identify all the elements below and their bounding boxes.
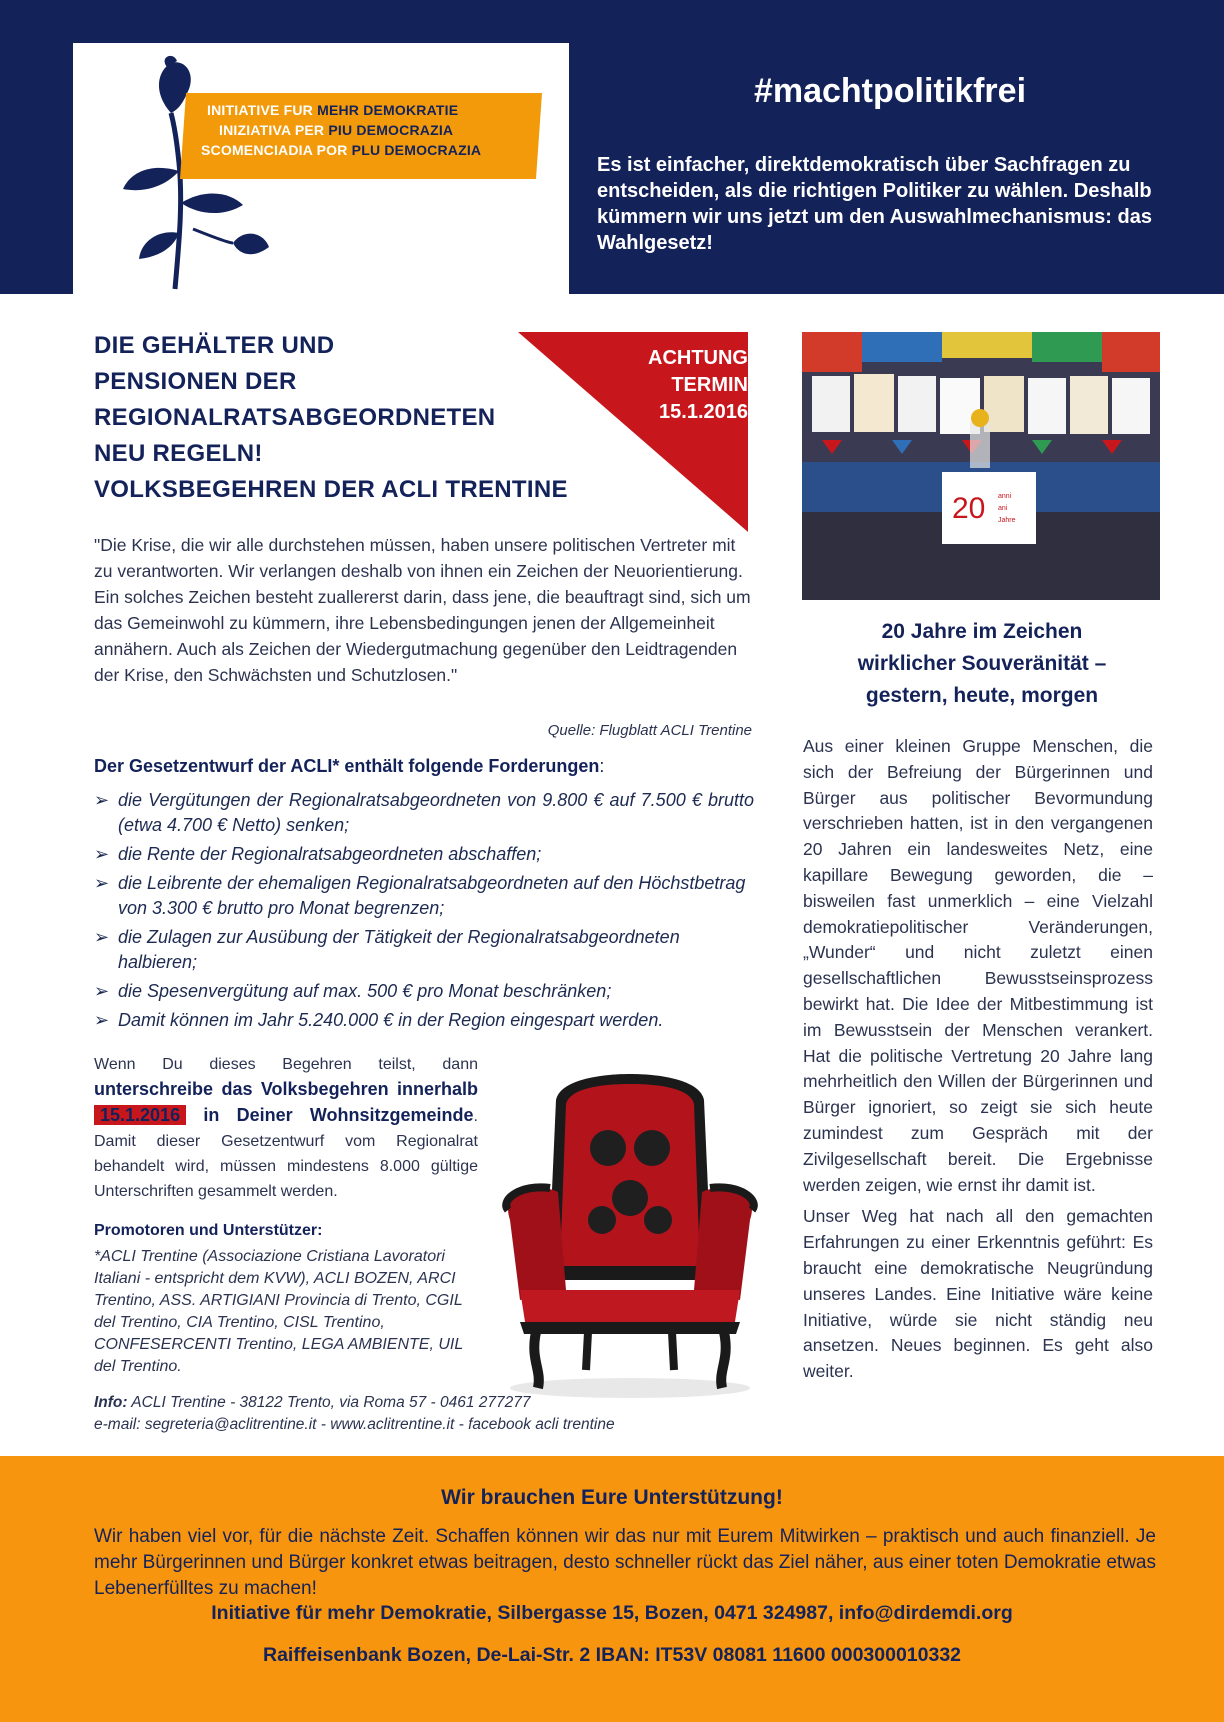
sign-rest: . Damit dieser Gesetzentwurf vom Regionalrat behandelt wird, müssen mindestens 8.000 gültige Unterschriften gesammelt werden. <box>94 1108 478 1200</box>
headline-line: REGIONALRATSABGEORDNETEN <box>94 404 496 431</box>
arrow-icon: ➢ <box>94 873 110 893</box>
arrow-icon: ➢ <box>94 844 110 864</box>
sidebar-paragraph: Aus einer kleinen Gruppe Menschen, die sich der Befreiung der Bürgerinnen und Bürger aus politischer Bevormundung verschrieben hatten, ist in den vergangenen 20 Jahren ein landesweites Netz, eine kapillare Bewegung geworden, die – bisweilen fast unmerklich – eine Vielzahl demokratiepolitischer Veränderungen, „Wunder“ und nicht zuletzt einen gesellschaftlichen Bewusstseinsprozess bewirkt hat. Die Idee der Mitbestimmung ist im Bewusstsein der Menschen verankert. Hat die politische Vertretung 20 Jahre lang mehrheitlich den Willen der Bürgerinnen und Bürger ignoriert, so zeigt sie sich heute zumindest zum Gespräch mit der Zivilgesellschaft bereit. Die Ergebnisse werden zeigen, wie ernst ihr damit ist. <box>803 736 1153 1195</box>
info-email-web: e-mail: segreteria@aclitrentine.it - www.aclitrentine.it - facebook acli trentine <box>94 1416 615 1433</box>
red-armchair-image <box>490 1070 770 1400</box>
sign-call <box>94 1052 478 1204</box>
headline-line: DIE GEHÄLTER UND <box>94 332 335 359</box>
list-item <box>94 842 754 867</box>
footer-bank: Raiffeisenbank Bozen, De-Lai-Str. 2 IBAN: IT53V 08081 11600 000300010332 <box>262 1644 962 1666</box>
sidebar-title-line: wirklicher Souveränität – <box>857 652 1107 675</box>
photo-sign-word: Jahre <box>998 517 1016 524</box>
header-intro: Es ist einfacher, direktdemokratisch über Sachfragen zu entscheiden, als die richtigen Politiker zu wählen. Deshalb kümmern wir uns jetzt um den Auswahlmechanismus: das Wahlgesetz! <box>597 154 1152 254</box>
hashtag-title: #machtpolitikfrei <box>753 72 1027 110</box>
photo-sign-number: 20 <box>952 492 986 525</box>
promoters-title: Promotoren und Unterstützer: <box>94 1222 323 1239</box>
arrow-icon: ➢ <box>94 790 110 810</box>
quote-paragraph: Ein solches Zeichen besteht zuallererst darin, dass jene, die beauftragt sind, sich um das Gemeinwohl zu kümmern, ihre Lebensbedingungen jenen der Allgemeinheit annähern. Auch als Zeichen der Wiedergutmachung gegenüber den Leidtragenden der Krise, den Schwächsten und Schutzlosen." <box>94 587 751 685</box>
list-item <box>94 1008 754 1033</box>
sidebar-title-line: gestern, heute, morgen <box>865 684 1099 707</box>
sign-bold: unterschreibe das Volksbegehren innerhalb <box>94 1079 478 1099</box>
list-item <box>94 925 754 975</box>
info-label: Info: <box>94 1394 128 1411</box>
footer-text: Wir haben viel vor, für die nächste Zeit. Schaffen können wir das nur mit Eurem Mitwirken – praktisch und auch finanziell. Je mehr Bürgerinnen und Bürger konkret etwas beitragen, desto schneller rückt das Ziel näher, aus einer toten Demokratie etwas Lebenerfülltes zu machen! <box>94 1526 1156 1599</box>
deadline-badge <box>608 345 748 426</box>
info-address: ACLI Trentine - 38122 Trento, via Roma 57 - 0461 277277 <box>127 1394 531 1411</box>
info-stand-photo <box>802 332 1160 600</box>
sign-intro: Wenn Du dieses Begehren teilst, dann <box>94 1056 478 1073</box>
list-item-text: die Spesenvergütung auf max. 500 € pro Monat beschränken; <box>118 981 612 1001</box>
badge-line: 15.1.2016 <box>659 401 748 423</box>
photo-sign-word: ani <box>998 505 1008 512</box>
sidebar-title <box>800 616 1164 712</box>
logo-line3b: PLU DEMOCRAZIA <box>351 142 482 158</box>
list-item-text: Damit können im Jahr 5.240.000 € in der Region eingespart werden. <box>118 1010 664 1030</box>
list-item-text: die Vergütungen der Regionalratsabgeordneten von 9.800 € auf 7.500 € brutto (etwa 4.700 € Netto) senken; <box>118 790 754 835</box>
logo-text <box>201 100 541 160</box>
logo-line2b: PIU DEMOCRAZIA <box>328 122 454 138</box>
badge-line: ACHTUNG <box>648 347 748 369</box>
sign-bold: in Deiner Wohnsitzgemeinde <box>186 1105 474 1125</box>
arrow-icon: ➢ <box>94 927 110 947</box>
list-item <box>94 871 754 921</box>
badge-line: TERMIN <box>671 374 748 396</box>
sidebar-text <box>803 734 1153 1391</box>
requirements-list <box>94 788 754 1037</box>
acli-quote <box>94 532 752 688</box>
list-item <box>94 979 754 1004</box>
list-item <box>94 788 754 838</box>
sidebar-paragraph: Unser Weg hat nach all den gemachten Erfahrungen zu einer Erkenntnis geführt: Es braucht eine demokratische Neugründung unseres Landes. Eine Initiative wäre keine Initiative, würde sie nicht ständig neu ansetzen. Neues beginnen. Es geht also weiter. <box>803 1206 1153 1382</box>
promoters-list: *ACLI Trentine (Associazione Cristiana Lavoratori Italiani - entspricht dem KVW), ACLI BOZEN, ARCI Trentino, ASS. ARTIGIANI Provincia di Trento, CGIL del Trentino, CIA Trentino, CISL Trentino, CONFESERCENTI Trentino, LEGA AMBIENTE, UIL del Trentino. <box>94 1248 463 1375</box>
list-item-text: die Zulagen zur Ausübung der Tätigkeit der Regionalratsabgeordneten halbieren; <box>118 927 680 972</box>
sidebar-title-line: 20 Jahre im Zeichen <box>881 620 1083 643</box>
footer-address: Initiative für mehr Demokratie, Silbergasse 15, Bozen, 0471 324987, info@dirdemdi.org <box>211 1602 1013 1624</box>
logo-line3a: SCOMENCIADIA POR <box>201 142 352 158</box>
deadline-date-badge: 15.1.2016 <box>94 1105 186 1125</box>
arrow-icon: ➢ <box>94 981 110 1001</box>
logo-line2a: INIZIATIVA PER <box>219 122 329 138</box>
requirements-colon: : <box>599 756 605 776</box>
requirements-title-text: Der Gesetzentwurf der ACLI* enthält folgende Forderungen <box>94 756 600 776</box>
headline-line: PENSIONEN DER <box>94 368 297 395</box>
photo-sign-word: anni <box>998 493 1012 500</box>
list-item-text: die Leibrente der ehemaligen Regionalratsabgeordneten auf den Höchstbetrag von 3.300 € brutto pro Monat begrenzen; <box>118 873 746 918</box>
arrow-icon: ➢ <box>94 1010 110 1030</box>
list-item-text: die Rente der Regionalratsabgeordneten abschaffen; <box>118 844 542 864</box>
logo-line1a: INITIATIVE FUR <box>207 102 318 118</box>
headline-line: NEU REGELN! <box>94 440 263 467</box>
requirements-title <box>94 756 752 777</box>
quote-source: Quelle: Flugblatt ACLI Trentine <box>547 722 752 739</box>
logo-line1b: MEHR DEMOKRATIE <box>317 102 459 118</box>
headline-line: VOLKSBEGEHREN DER ACLI TRENTINE <box>94 476 568 503</box>
footer-title: Wir brauchen Eure Unterstützung! <box>441 1486 783 1509</box>
quote-paragraph: "Die Krise, die wir alle durchstehen müssen, haben unsere politischen Vertreter mit zu verantworten. Wir verlangen deshalb von ihnen ein Zeichen der Neuorientierung. <box>94 535 743 581</box>
logo <box>73 43 569 294</box>
